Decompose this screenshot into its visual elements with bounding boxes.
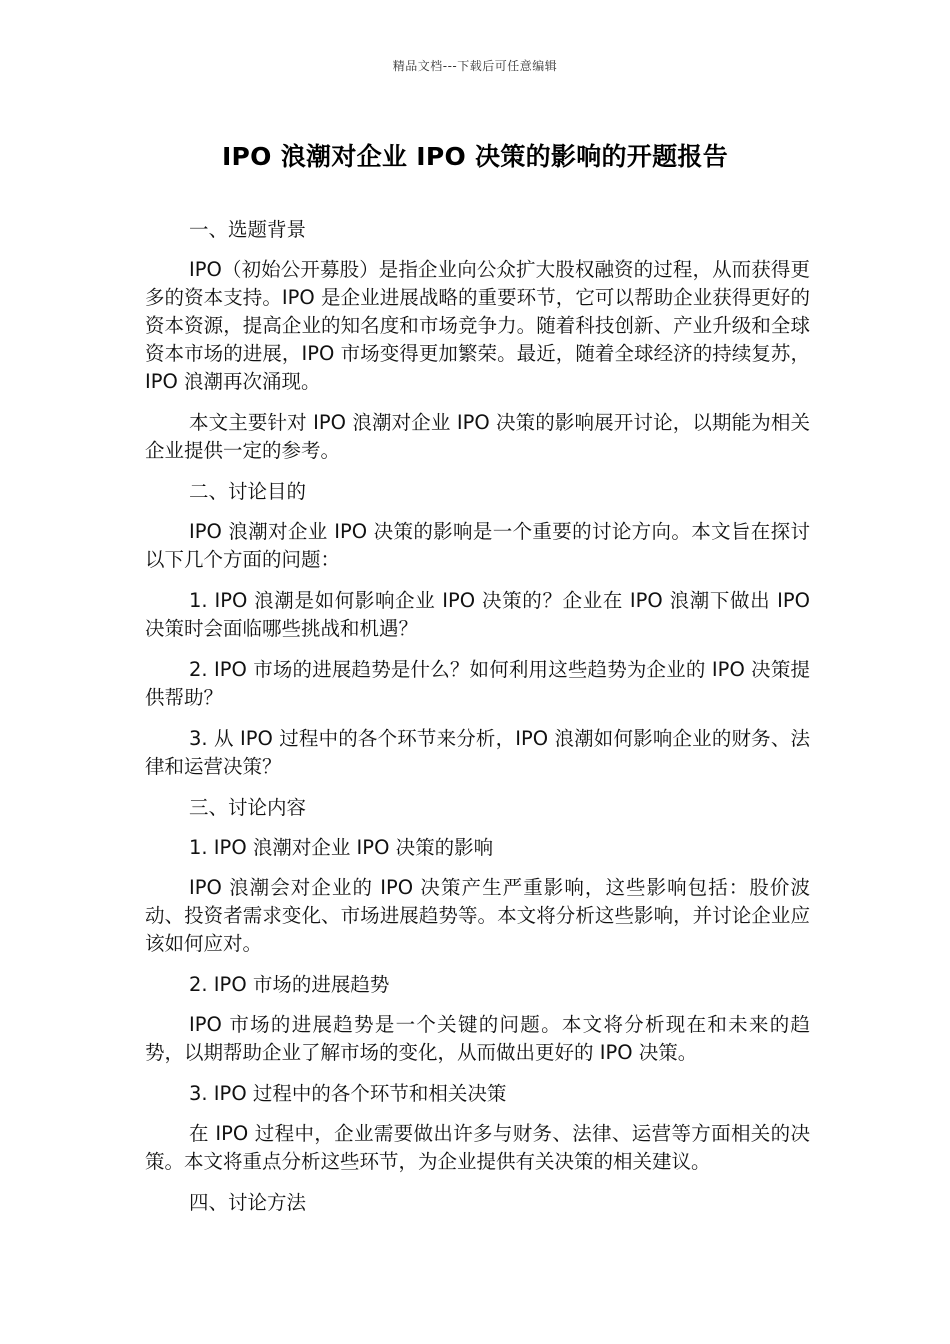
paragraph-scope: 本文主要针对 IPO 浪潮对企业 IPO 决策的影响展开讨论，以期能为相关企业提供一定的参考。 — [145, 411, 810, 462]
list-item-question-2: 2. IPO 市场的进展趋势是什么？如何利用这些趋势为企业的 IPO 决策提供帮助？ — [145, 658, 810, 709]
document-body — [145, 216, 810, 1229]
paragraph-process: 在 IPO 过程中，企业需要做出许多与财务、法律、运营等方面相关的决策。本文将重点分析这些环节，为企业提供有关决策的相关建议。 — [145, 1122, 810, 1173]
paragraph-impact: IPO 浪潮会对企业的 IPO 决策产生严重影响，这些影响包括：股价波动、投资者需求变化、市场进展趋势等。本文将分析这些影响，并讨论企业应该如何应对。 — [145, 876, 810, 955]
subheading-process: 3. IPO 过程中的各个环节和相关决策 — [189, 1082, 507, 1105]
subheading-impact: 1. IPO 浪潮对企业 IPO 决策的影响 — [189, 836, 494, 859]
paragraph-ipo-definition: IPO（初始公开募股）是指企业向公众扩大股权融资的过程，从而获得更多的资本支持。IPO 是企业进展战略的重要环节，它可以帮助企业获得更好的资本资源，提高企业的知名度和市场竞争力。随着科技创新、产业升级和全球资本市场的进展，IPO 市场变得更加繁荣。最近，随着全球经济的持续复苏，IPO 浪潮再次涌现。 — [145, 258, 810, 393]
paragraph-purpose-intro: IPO 浪潮对企业 IPO 决策的影响是一个重要的讨论方向。本文旨在探讨以下几个方面的问题： — [145, 520, 810, 571]
document-title: IPO 浪潮对企业 IPO 决策的影响的开题报告 — [221, 142, 729, 171]
section-heading-purpose: 二、讨论目的 — [189, 480, 307, 503]
list-item-question-1: 1. IPO 浪潮是如何影响企业 IPO 决策的？企业在 IPO 浪潮下做出 IPO 决策时会面临哪些挑战和机遇？ — [145, 589, 810, 640]
section-heading-background: 一、选题背景 — [189, 218, 307, 241]
section-heading-method: 四、讨论方法 — [189, 1191, 307, 1214]
paragraph-trend: IPO 市场的进展趋势是一个关键的问题。本文将分析现在和未来的趋势，以期帮助企业了解市场的变化，从而做出更好的 IPO 决策。 — [145, 1013, 810, 1064]
section-heading-content: 三、讨论内容 — [189, 796, 307, 819]
list-item-question-3: 3. 从 IPO 过程中的各个环节来分析，IPO 浪潮如何影响企业的财务、法律和运营决策？ — [145, 727, 810, 778]
subheading-trend: 2. IPO 市场的进展趋势 — [189, 973, 390, 996]
header-note: 精品文档---下载后可任意编辑 — [392, 59, 558, 73]
